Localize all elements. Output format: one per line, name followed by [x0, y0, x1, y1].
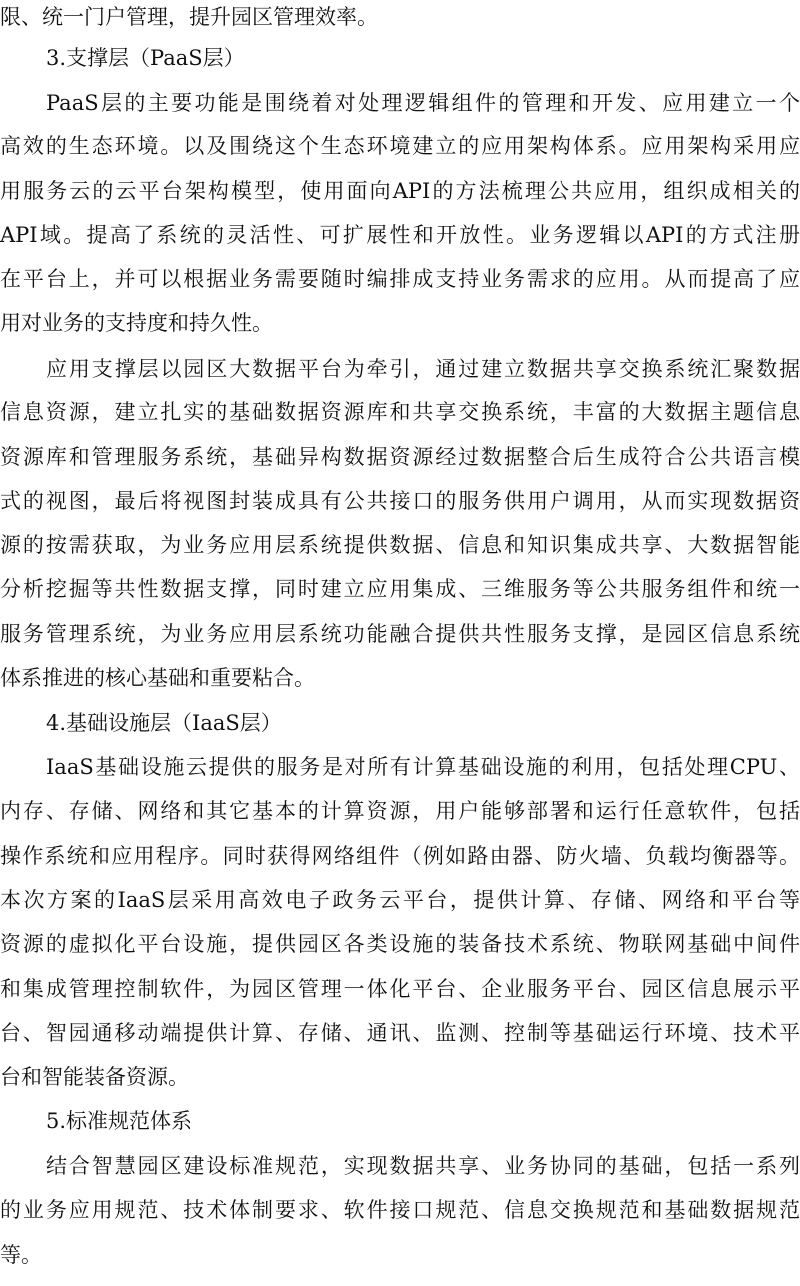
paragraph-line: 内存、存储、网络和其它基本的计算资源，用户能够部署和运行任意软件，包括 — [0, 799, 800, 823]
paragraph-line: 操作系统和应用程序。同时获得网络组件（例如路由器、防火墙、负载均衡器等。 — [0, 844, 800, 868]
section-5-heading: 5.标准规范体系 — [46, 1109, 193, 1133]
paragraph-line: 高效的生态环境。以及围绕这个生态环境建立的应用架构体系。应用架构采用应 — [0, 134, 800, 158]
paragraph-line: 源的按需获取，为业务应用层系统提供数据、信息和知识集成共享、大数据智能 — [0, 533, 800, 557]
paragraph-line: 本次方案的IaaS层采用高效电子政务云平台，提供计算、存储、网络和平台等 — [0, 888, 800, 912]
carry-over-line: 限、统一门户管理，提升园区管理效率。 — [0, 5, 378, 29]
paragraph-line: 台、智园通移动端提供计算、存储、通讯、监测、控制等基础运行环境、技术平 — [0, 1021, 800, 1045]
paragraph-line: 分析挖掘等共性数据支撑，同时建立应用集成、三维服务等公共服务组件和统一 — [0, 577, 800, 601]
paragraph-line: 式的视图，最后将视图封装成具有公共接口的服务供用户调用，从而实现数据资 — [0, 489, 800, 513]
paragraph-line: PaaS层的主要功能是围绕着对处理逻辑组件的管理和开发、应用建立一个 — [46, 91, 800, 115]
paragraph-line: 等。 — [0, 1243, 42, 1267]
paragraph-line: 服务管理系统，为业务应用层系统功能融合提供共性服务支撑，是园区信息系统 — [0, 622, 800, 646]
paragraph-line: 台和智能装备资源。 — [0, 1065, 189, 1089]
paragraph-line: 体系推进的核心基础和重要粘合。 — [0, 666, 315, 690]
paragraph-line: 和集成管理控制软件，为园区管理一体化平台、企业服务平台、园区信息展示平 — [0, 977, 800, 1001]
paragraph-line: 应用支撑层以园区大数据平台为牵引，通过建立数据共享交换系统汇聚数据 — [46, 357, 800, 381]
paragraph-line: 结合智慧园区建设标准规范，实现数据共享、业务协同的基础，包括一系列 — [46, 1154, 800, 1178]
paragraph-line: 资源库和管理服务系统，基础异构数据资源经过数据整合后生成符合公共语言模 — [0, 445, 800, 469]
section-4-heading: 4.基础设施层（IaaS层） — [46, 711, 282, 735]
paragraph-line: 资源的虚拟化平台设施，提供园区各类设施的装备技术系统、物联网基础中间件 — [0, 932, 800, 956]
paragraph-line: 用对业务的支持度和持久性。 — [0, 311, 273, 335]
paragraph-line: 的业务应用规范、技术体制要求、软件接口规范、信息交换规范和基础数据规范 — [0, 1198, 800, 1222]
paragraph-line: IaaS基础设施云提供的服务是对所有计算基础设施的利用，包括处理CPU、 — [46, 755, 800, 779]
section-3-heading: 3.支撑层（PaaS层） — [46, 46, 245, 70]
paragraph-line: 用服务云的云平台架构模型，使用面向API的方法梳理公共应用，组织成相关的 — [0, 179, 800, 203]
paragraph-line: API域。提高了系统的灵活性、可扩展性和开放性。业务逻辑以API的方式注册 — [0, 223, 800, 247]
paragraph-line: 在平台上，并可以根据业务需要随时编排成支持业务需求的应用。从而提高了应 — [0, 267, 800, 291]
paragraph-line: 信息资源，建立扎实的基础数据资源库和共享交换系统，丰富的大数据主题信息 — [0, 400, 800, 424]
